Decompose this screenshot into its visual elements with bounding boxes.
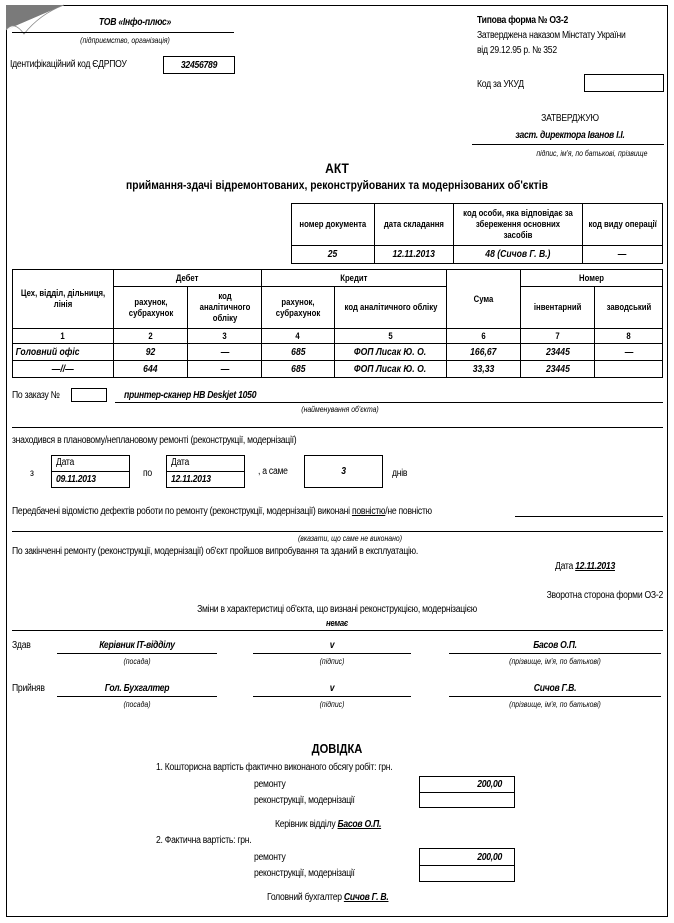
main-accounting-table (12, 269, 663, 378)
handed-name: Басов О.П. (533, 640, 577, 651)
item1-repair-value[interactable]: 200,00 (477, 779, 502, 790)
column-numbers-row: 1 2 3 4 5 6 7 8 (13, 329, 663, 344)
document-info-table (291, 203, 663, 264)
item1-repair-label: ремонту (254, 779, 286, 790)
form-title: Типова форма № ОЗ-2 (477, 15, 569, 26)
item2-repair-value[interactable]: 200,00 (477, 852, 502, 863)
to-date-field[interactable] (166, 455, 245, 488)
header-credit-account: рахунок, субрахунок (262, 287, 335, 329)
changes-value: немає (325, 618, 349, 628)
handed-position-caption: (посада) (123, 657, 151, 666)
defects-fully: повністю (351, 506, 386, 517)
defects-caption: (вказати, що саме не виконано) (298, 534, 402, 543)
page-curl-icon (0, 0, 64, 36)
handed-signature[interactable]: v (329, 640, 335, 651)
object-caption: (найменування об'єкта) (301, 405, 379, 414)
header-sum: Сума (447, 270, 521, 329)
reference-title: ДОВІДКА (311, 741, 363, 756)
from-date-value: 09.11.2013 (56, 474, 96, 485)
accountant-signature: Головний бухгалтер Сичов Г. В. (267, 892, 389, 903)
header-number: Номер (521, 270, 663, 287)
to-date-value: 12.11.2013 (171, 474, 211, 485)
accepted-label: Прийняв (12, 683, 45, 694)
organization-caption: (підприємство, організація) (80, 36, 170, 45)
handed-name-caption: (прізвище, ім'я, по батькові) (509, 657, 601, 666)
completion-date: Дата 12.11.2013 (555, 561, 615, 572)
doc-date-value: 12.11.2013 (375, 246, 454, 264)
repair-from-label: з (30, 468, 34, 479)
act-title: АКТ (325, 160, 349, 176)
completion-text: По закінченні ремонту (реконструкції, модернізації) об'єкт пройшов випробування та зданий в експлуатацію. (12, 546, 419, 557)
header-debit: Дебет (114, 270, 262, 287)
changes-label: Зміни в характеристиці об'єкта, що визнані реконструкцією, модернізацією (197, 604, 477, 615)
order-number-field[interactable] (71, 388, 107, 402)
edrpou-field[interactable] (163, 56, 235, 74)
item2-repair-label: ремонту (254, 852, 286, 863)
completion-date-value: 12.11.2013 (575, 561, 615, 572)
approval-value: заст. директора Іванов І.І. (515, 130, 625, 141)
doc-operation-value: — (582, 246, 662, 264)
doc-header-number: номер документа (292, 204, 375, 246)
header-credit-analytic: код аналітичного обліку (335, 287, 447, 329)
form-approved: Затверджена наказом Мінстату України (477, 30, 626, 41)
accountant-name: Сичов Г. В. (343, 892, 389, 903)
header-credit: Кредит (262, 270, 447, 287)
form-date: від 29.12.95 р. № 352 (477, 45, 557, 56)
item2-values-box (419, 848, 515, 882)
edrpou-value: 32456789 (180, 60, 218, 71)
handed-label: Здав (12, 640, 31, 651)
from-date-label: Дата (56, 457, 75, 468)
approval-label: ЗАТВЕРДЖУЮ (541, 113, 599, 124)
accepted-name-caption: (прізвище, ім'я, по батькові) (509, 700, 601, 709)
table-row: —//— 644 — 685 ФОП Лисак Ю. О. 33,33 23445 (13, 361, 663, 378)
edrpou-label: Ідентифікаційний код ЄДРПОУ (10, 59, 127, 70)
doc-person-value: 48 (Сичов Г. В.) (453, 246, 582, 264)
from-date-field[interactable] (51, 455, 130, 488)
header-debit-analytic: код аналітичного обліку (188, 287, 262, 329)
item2-recon-label: реконструкції, модернізації (254, 868, 355, 879)
repair-text: знаходився в плановому/неплановому ремонті (реконструкції, модернізації) (12, 435, 297, 446)
repair-namely-label: , а саме (258, 466, 288, 477)
table-row: Головний офіс 92 — 685 ФОП Лисак Ю. О. 166,67 23445 — (13, 344, 663, 361)
ukud-field[interactable] (584, 74, 664, 92)
doc-number-value: 25 (292, 246, 375, 264)
head-signature: Керівник відділу Басов О.П. (275, 819, 382, 830)
days-field[interactable] (304, 455, 383, 488)
days-value: 3 (341, 466, 346, 477)
repair-to-label: по (143, 468, 152, 479)
to-date-label: Дата (171, 457, 190, 468)
order-label: По заказу № (12, 390, 60, 401)
approval-caption: підпис, ім'я, по батькові, прізвище (536, 149, 648, 158)
accepted-signature[interactable]: v (329, 683, 335, 694)
doc-header-date: дата складання (375, 204, 454, 246)
accepted-position-caption: (посада) (123, 700, 151, 709)
reference-item2-label: 2. Фактична вартість: грн. (156, 835, 252, 846)
ukud-label: Код за УКУД (477, 79, 524, 90)
accepted-signature-caption: (підпис) (319, 700, 345, 709)
reference-item1-label: 1. Кошторисна вартість фактично виконаного обсягу робіт: грн. (156, 762, 393, 773)
header-debit-account: рахунок, субрахунок (114, 287, 188, 329)
header-department: Цех, відділ, дільниця, лінія (13, 270, 114, 329)
days-label: днів (392, 468, 408, 479)
object-name: принтер-сканер HB Deskjet 1050 (124, 390, 257, 401)
doc-header-operation: код виду операції (582, 204, 662, 246)
handed-position: Керівник IT-відділу (99, 640, 175, 651)
defects-text: Передбачені відомістю дефектів роботи по ремонту (реконструкції, модернізації) виконані повністю/не повністю (12, 506, 432, 517)
doc-header-person: код особи, яка відповідає за збереження основних засобів (453, 204, 582, 246)
reverse-title: Зворотна сторона форми ОЗ-2 (546, 590, 663, 601)
act-subtitle: приймання-здачі відремонтованих, реконструйованих та модернізованих об'єктів (126, 178, 548, 192)
accepted-position: Гол. Бухгалтер (104, 683, 170, 694)
organization-name: ТОВ «Інфо-плюс» (98, 17, 172, 28)
accepted-name: Сичов Г.В. (533, 683, 577, 694)
item1-values-box (419, 776, 515, 808)
item1-recon-label: реконструкції, модернізації (254, 795, 355, 806)
header-inventory: інвентарний (521, 287, 595, 329)
header-factory: заводський (595, 287, 663, 329)
handed-signature-caption: (підпис) (319, 657, 345, 666)
head-name: Басов О.П. (337, 819, 382, 830)
